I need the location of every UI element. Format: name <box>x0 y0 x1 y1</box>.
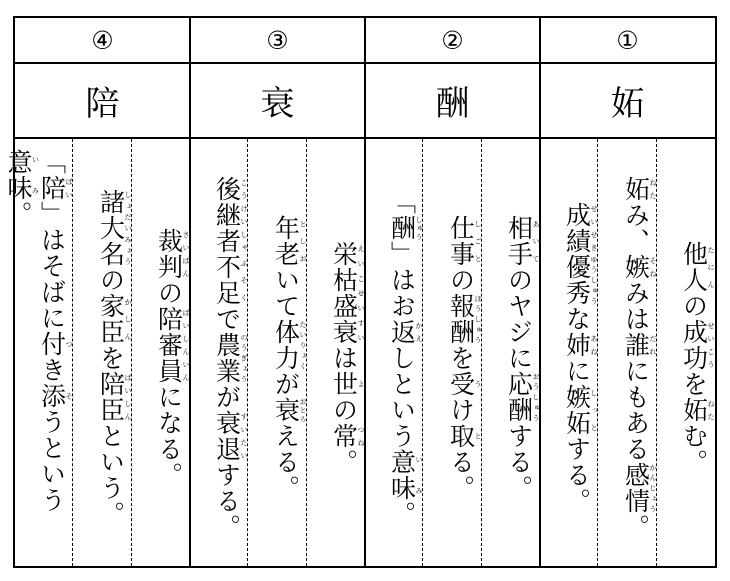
word-kanji: 仕事 <box>446 214 476 267</box>
word-kanji: 意味 <box>4 149 33 201</box>
ruby-word <box>387 448 423 501</box>
word-kanji: 取 <box>446 422 476 449</box>
example-sentence <box>482 139 540 566</box>
ruby-word <box>562 383 598 436</box>
word-kanji: 妬 <box>621 175 651 202</box>
furigana: あね <box>590 331 598 358</box>
furigana: としお <box>299 214 307 267</box>
word-kanji: 応酬 <box>504 370 534 423</box>
ruby-word <box>212 175 248 254</box>
example-sentence <box>423 139 482 566</box>
sentence-segment: む。 <box>679 422 709 475</box>
sentence-text <box>657 241 715 475</box>
ruby-word <box>96 188 132 267</box>
ruby-word <box>387 318 423 345</box>
column-number: ④ <box>91 25 114 55</box>
sentence-segment: の <box>679 292 709 319</box>
word-kanji: 姉 <box>562 331 592 358</box>
sentence-segment: しという <box>387 344 417 449</box>
word-kanji: 相手 <box>504 214 534 267</box>
example-sentence <box>132 139 190 566</box>
word-kanji: 成功 <box>679 318 709 371</box>
ruby-word <box>504 370 540 423</box>
word-kanji: 感情 <box>621 461 651 514</box>
furigana: つ <box>65 331 73 357</box>
sentence-text <box>423 215 482 501</box>
sentence-segment: する。 <box>212 461 242 540</box>
furigana: しゅう <box>415 214 423 241</box>
sentence-segment: 「 <box>37 149 67 175</box>
word-kanji: 不足 <box>212 253 242 306</box>
furigana: ぶそく <box>240 253 248 306</box>
word-kanji: 酬 <box>387 214 417 241</box>
sentence-segment: の <box>329 396 359 423</box>
example-sentence <box>190 139 248 566</box>
sentence-segment: の <box>96 266 126 293</box>
example-sentence <box>307 139 365 566</box>
furigana: と <box>474 422 482 449</box>
ruby-word <box>37 175 73 201</box>
column-kanji: 陪 <box>85 83 120 124</box>
sentence-segment: 」はお <box>387 240 417 319</box>
word-kanji: 家臣 <box>96 292 126 345</box>
sentence-segment: み、 <box>621 201 651 254</box>
ruby-word <box>37 331 73 357</box>
example-sentence <box>4 139 73 566</box>
sentence-segment: という。 <box>96 422 126 527</box>
sentence-text <box>190 176 248 540</box>
furigana: しょだいみょう <box>124 188 132 267</box>
furigana: そ <box>65 383 73 409</box>
word-kanji: 誰 <box>621 331 651 358</box>
sentence-segment: 「 <box>387 188 417 215</box>
furigana: ばい <box>65 175 73 201</box>
example-sentence <box>540 139 598 566</box>
sentence-segment: にもある <box>621 357 651 462</box>
furigana: つね <box>357 422 365 449</box>
sentence-segment: が <box>212 383 242 410</box>
furigana: たにん <box>707 240 715 293</box>
furigana: そね <box>649 253 657 280</box>
ruby-word <box>621 331 657 358</box>
sentence-segment: が <box>271 370 301 397</box>
sentence-text <box>307 241 365 475</box>
ruby-word <box>446 214 482 267</box>
ruby-word <box>212 253 248 306</box>
ruby-word <box>329 370 365 397</box>
sentence-segment: うという <box>37 409 67 513</box>
ruby-word <box>37 383 73 409</box>
ruby-word <box>679 396 715 423</box>
sentence-segment: き <box>37 357 67 383</box>
word-kanji: 付 <box>37 331 67 357</box>
furigana: よ <box>357 370 365 397</box>
furigana: ねた <box>707 396 715 423</box>
furigana: かんじょう <box>649 461 657 514</box>
furigana: ばいしん <box>124 370 132 423</box>
furigana: かえ <box>415 318 423 345</box>
sentence-segment: 」はそばに <box>37 201 67 331</box>
word-kanji: 世 <box>329 370 359 397</box>
ruby-word <box>621 175 657 202</box>
ruby-word <box>212 331 248 384</box>
column-kanji: 衰 <box>260 83 295 124</box>
furigana: しごと <box>474 214 482 267</box>
column-kanji: 妬 <box>610 83 645 124</box>
sentence-segment: を <box>446 344 476 371</box>
furigana: ねた <box>649 175 657 202</box>
word-kanji: 衰退 <box>212 409 242 462</box>
sentence-segment: な <box>562 305 592 332</box>
sentence-segment: を <box>96 344 126 371</box>
word-kanji: 添 <box>37 383 67 409</box>
ruby-word <box>271 396 307 423</box>
word-kanji: 後継者 <box>212 175 242 254</box>
ruby-word <box>621 253 657 280</box>
word-kanji: 農業 <box>212 331 242 384</box>
column-kanji: 酬 <box>435 83 470 124</box>
ruby-word <box>329 422 365 449</box>
sentence-segment: で <box>212 305 242 332</box>
example-sentence <box>73 139 132 566</box>
ruby-word <box>96 370 132 423</box>
example-sentence <box>248 139 307 566</box>
furigana: さいばん <box>182 227 190 280</box>
ruby-word <box>329 240 365 345</box>
sentence-segment: する。 <box>562 435 592 514</box>
furigana: あいて <box>532 214 540 267</box>
sentence-segment: 。 <box>4 201 33 227</box>
sentence-text <box>365 189 423 527</box>
word-kanji: 受 <box>446 370 476 397</box>
word-kanji: 成績 <box>562 201 592 254</box>
ruby-word <box>96 292 132 345</box>
sentence-segment: る。 <box>446 448 476 501</box>
furigana: おうしゅう <box>532 370 540 423</box>
ruby-word <box>562 253 598 306</box>
sentence-segment: は <box>329 344 359 371</box>
furigana: ゆうしゅう <box>590 253 598 306</box>
furigana: う <box>474 370 482 397</box>
furigana: のうぎょう <box>240 331 248 384</box>
word-kanji: 諸大名 <box>96 188 126 267</box>
furigana: せいせき <box>590 201 598 254</box>
sentence-segment: の <box>446 266 476 293</box>
word-kanji: 常 <box>329 422 359 449</box>
sentence-segment: 。 <box>621 513 651 540</box>
ruby-word <box>562 201 598 254</box>
sentence-segment: いて <box>271 266 301 319</box>
word-kanji: 衰 <box>271 396 301 423</box>
sentence-segment: に <box>562 357 592 384</box>
furigana: だれ <box>649 331 657 358</box>
furigana: たいりょく <box>299 318 307 371</box>
sentence-text <box>482 215 540 501</box>
ruby-word <box>504 214 540 267</box>
furigana: えいこせいすい <box>357 240 365 345</box>
word-kanji: 嫉 <box>621 253 651 280</box>
column-number: ② <box>441 25 464 55</box>
ruby-word <box>679 318 715 371</box>
sentence-text <box>4 149 73 566</box>
ruby-word <box>154 227 190 280</box>
ruby-word <box>679 240 715 293</box>
sentence-text <box>132 228 190 488</box>
furigana: いみ <box>31 149 40 201</box>
ruby-word <box>621 461 657 514</box>
word-kanji: 栄枯盛衰 <box>329 240 359 345</box>
word-kanji: 裁判 <box>154 227 184 280</box>
furigana: ばいしんいん <box>182 305 190 384</box>
word-kanji: 年老 <box>271 214 301 267</box>
ruby-word <box>387 214 423 241</box>
sentence-segment: け <box>446 396 476 423</box>
furigana: しっと <box>590 383 598 436</box>
sentence-segment: 。 <box>387 500 417 527</box>
example-sentence <box>365 139 423 566</box>
ruby-word <box>271 318 307 371</box>
furigana: すいたい <box>240 409 248 462</box>
sentence-segment: 。 <box>329 448 359 475</box>
ruby-word <box>562 331 598 358</box>
word-kanji: 陪審員 <box>154 305 184 384</box>
furigana: せいこう <box>707 318 715 371</box>
ruby-word <box>446 370 482 397</box>
word-kanji: 優秀 <box>562 253 592 306</box>
ruby-word <box>154 305 190 384</box>
sentence-text <box>248 215 307 501</box>
word-kanji: 妬 <box>679 396 709 423</box>
sentence-text <box>598 176 657 540</box>
word-kanji: 返 <box>387 318 417 345</box>
word-kanji: 報酬 <box>446 292 476 345</box>
sentence-segment: になる。 <box>154 383 184 488</box>
column-number: ① <box>616 25 639 55</box>
column-number: ③ <box>266 25 289 55</box>
sentence-text <box>540 202 598 514</box>
furigana: こうけいしゃ <box>240 175 248 254</box>
sentence-text <box>73 189 132 527</box>
ruby-word <box>271 214 307 267</box>
word-kanji: 陪 <box>37 175 67 201</box>
sentence-segment: する。 <box>504 422 534 501</box>
furigana: かしん <box>124 292 132 345</box>
word-kanji: 他人 <box>679 240 709 293</box>
furigana: おとろ <box>299 396 307 423</box>
ruby-word <box>446 422 482 449</box>
word-kanji: 意味 <box>387 448 417 501</box>
word-kanji: 陪臣 <box>96 370 126 423</box>
example-sentence <box>657 139 715 566</box>
furigana: いみ <box>415 448 423 501</box>
word-kanji: 体力 <box>271 318 301 371</box>
ruby-word <box>4 149 40 201</box>
furigana: ほうしゅう <box>474 292 482 345</box>
ruby-word <box>212 409 248 462</box>
sentence-segment: のヤジに <box>504 266 534 371</box>
example-sentence <box>598 139 657 566</box>
kanji-practice-table <box>4 16 717 568</box>
word-kanji: 嫉妬 <box>562 383 592 436</box>
ruby-word <box>446 292 482 345</box>
sentence-segment: を <box>679 370 709 397</box>
sentence-segment: の <box>154 279 184 306</box>
sentence-segment: みは <box>621 279 651 332</box>
sentence-segment: える。 <box>271 422 301 501</box>
